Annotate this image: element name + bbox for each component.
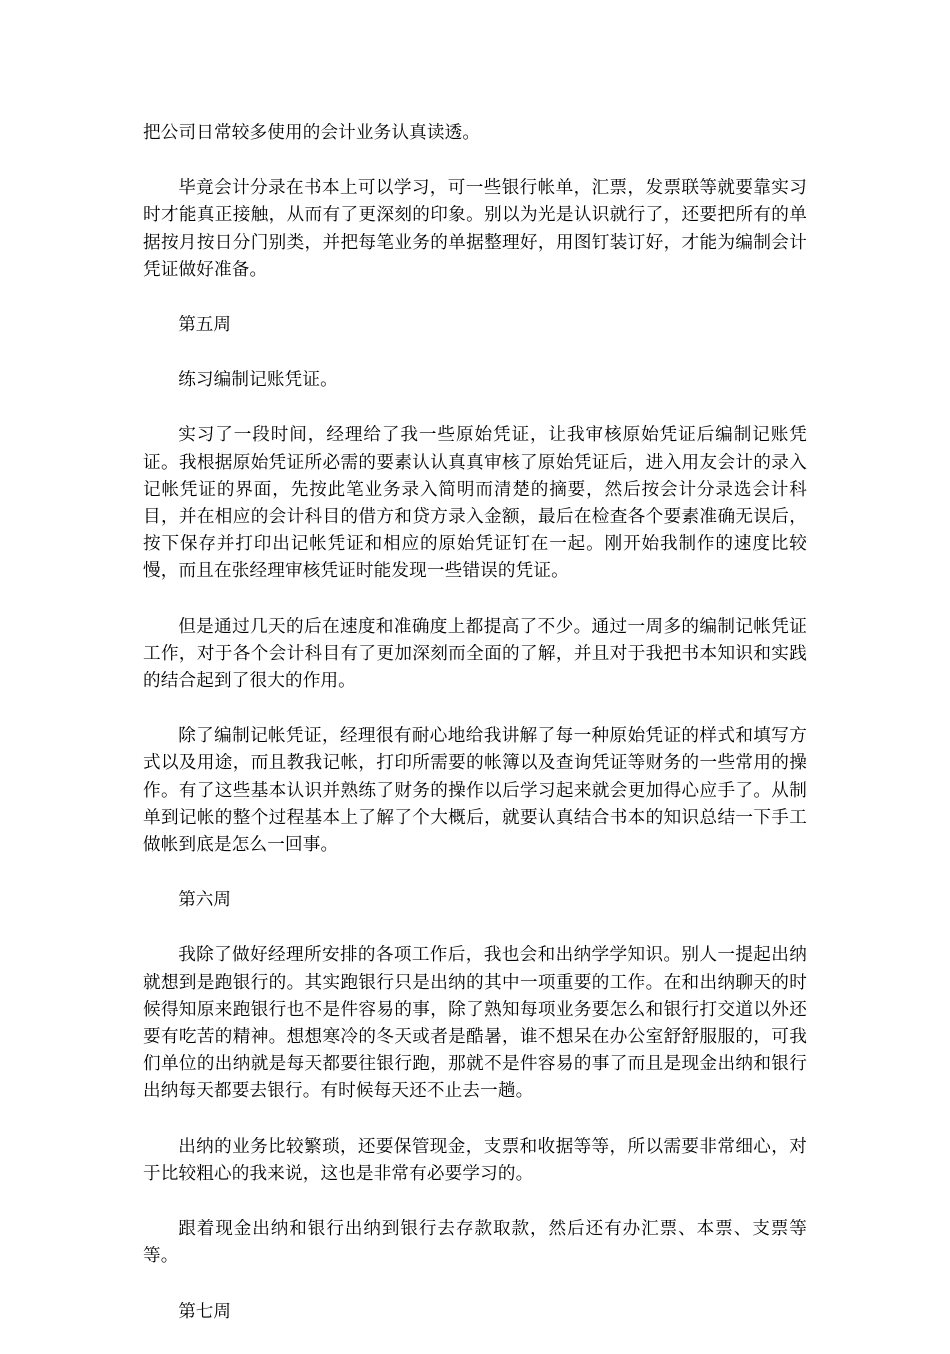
paragraph-practice: 练习编制记账凭证。	[178, 370, 338, 391]
paragraph-cashier: 我除了做好经理所安排的各项工作后，我也会和出纳学学知识。别人一提起出纳就想到是跑银行的。其实跑银行只是出纳的其中一项重要的工作。在和出纳聊天的时候得知原来跑银行也不是件容易的事，除了熟知每项业务要怎么和银行打交道以外还要有吃苦的精神。想想寒冷的冬天或者是酷暑，谁不想呆在办公室舒舒服服的，可我们单位的出纳就是每天都要往银行跑，那就不是件容易的事了而且是现金出纳和银行出纳每天都要去银行。有时候每天还不止去一趟。	[143, 945, 807, 1102]
paragraph-review: 实习了一段时间，经理给了我一些原始凭证，让我审核原始凭证后编制记账凭证。我根据原始凭证所必需的要素认认真真审核了原始凭证后，进入用友会计的录入记帐凭证的界面，先按此笔业务录入简明而清楚的摘要，然后按会计分录选会计科目，并在相应的会计科目的借方和贷方录入金额，最后在检查各个要素准确无误后，按下保存并打印出记帐凭证和相应的原始凭证钉在一起。刚开始我制作的速度比较慢，而且在张经理审核凭证时能发现一些错误的凭证。	[143, 425, 807, 582]
heading-week-6: 第六周	[178, 890, 231, 911]
paragraph-cashier-duties: 出纳的业务比较繁琐，还要保管现金，支票和收据等等，所以需要非常细心，对于比较粗心的我来说，这也是非常有必要学习的。	[143, 1136, 807, 1184]
heading-week-7: 第七周	[178, 1301, 231, 1322]
paragraph-intro: 把公司日常较多使用的会计业务认真读透。	[143, 123, 481, 143]
document-page	[143, 120, 807, 1354]
paragraph-improvement: 但是通过几天的后在速度和准确度上都提高了不少。通过一周多的编制记帐凭证工作，对于各个会计科目有了更加深刻而全面的了解，并且对于我把书本知识和实践的结合起到了很大的作用。	[143, 616, 807, 692]
paragraph-bank-visits: 跟着现金出纳和银行出纳到银行去存款取款，然后还有办汇票、本票、支票等等。	[143, 1219, 807, 1267]
paragraph-bookkeeping: 除了编制记帐凭证，经理很有耐心地给我讲解了每一种原始凭证的样式和填写方式以及用途，而且教我记帐，打印所需要的帐簿以及查询凭证等财务的一些常用的操作。有了这些基本认识并熟练了财务的操作以后学习起来就会更加得心应手了。从制单到记帐的整个过程基本上了解了个大概后，就要认真结合书本的知识总结一下手工做帐到底是怎么一回事。	[143, 726, 807, 856]
paragraph-vouchers: 毕竟会计分录在书本上可以学习，可一些银行帐单，汇票，发票联等就要靠实习时才能真正接触，从而有了更深刻的印象。别以为光是认识就行了，还要把所有的单据按月按日分门别类，并把每笔业务的单据整理好，用图钉装订好，才能为编制会计凭证做好准备。	[143, 178, 807, 280]
heading-week-5: 第五周	[178, 315, 231, 336]
